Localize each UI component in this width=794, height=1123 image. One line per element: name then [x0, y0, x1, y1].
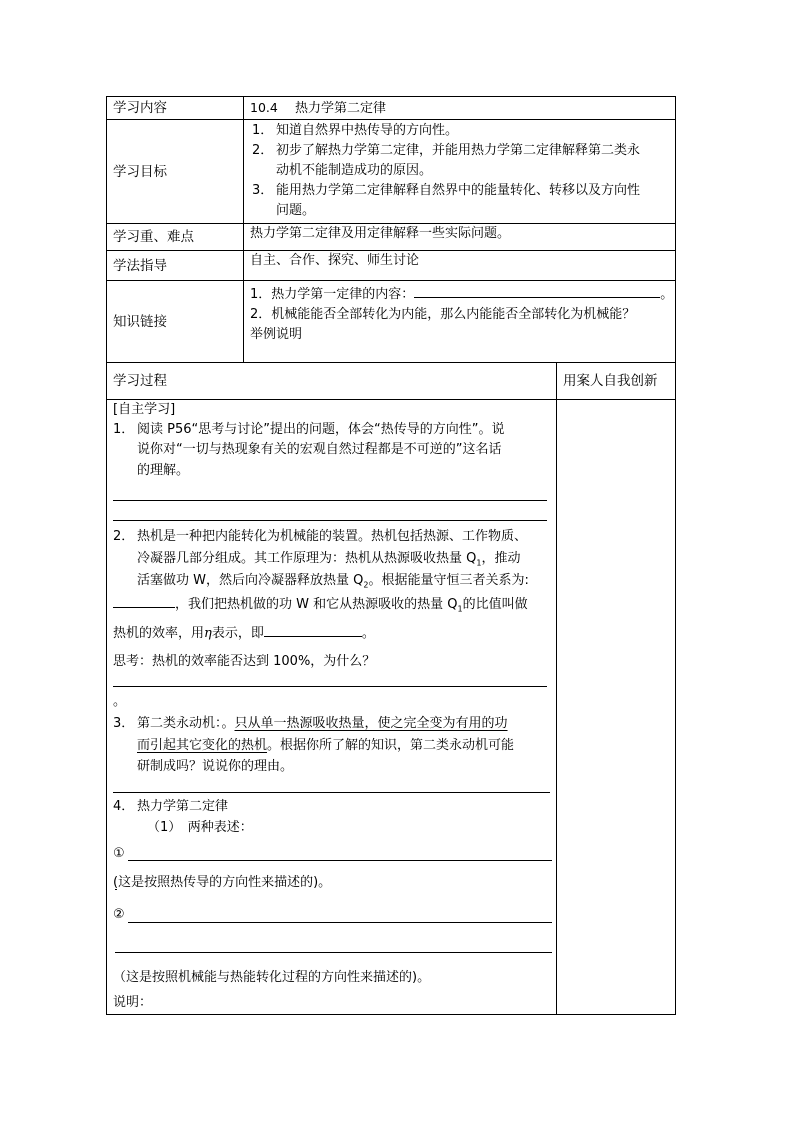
q2-line1: 2． 热机是一种把内能转化为机械能的装置。热机包括热源、工作物质、 — [113, 529, 528, 544]
knowledge-item-1: 1．热力学第一定律的内容： 。 — [250, 283, 675, 305]
circled-1: ① — [113, 846, 125, 861]
q1-line3: 的理解。 — [137, 463, 190, 478]
q3-line1: 3． 第二类永动机：。只从单一热源吸收热量，使之完全变为有用的功 — [113, 716, 508, 731]
innovation-cell[interactable] — [557, 400, 676, 1015]
label-knowledge: 知识链接 — [107, 281, 244, 363]
goal-item: 3． 能用热力学第二定律解释自然界中的能量转化、转移以及方向性 问题。 — [252, 183, 641, 218]
answer-line[interactable] — [113, 520, 547, 521]
q3-line2: 而引起其它变化的热机。根据你所了解的知识，第二类永动机可能 — [137, 738, 515, 753]
note-2: （这是按照机械能与热能转化过程的方向性来描述的)。 — [113, 970, 431, 985]
goal-item: 2． 初步了解热力学第二定律，并能用热力学第二定律解释第二类永 动机不能制造成功的原因。 — [252, 143, 641, 178]
q1-line1: 1． 阅读 P56“思考与讨论”提出的问题，体会“热传导的方向性”。说 — [113, 422, 505, 437]
circled-2: ② — [113, 907, 125, 922]
row-method — [107, 251, 676, 281]
q2-line3: 活塞做功 W，然后向冷凝器释放热量 $Q_2$。根据能量守恒三者关系为: — [137, 573, 529, 590]
underline-mark — [115, 889, 117, 890]
content-cell — [244, 97, 676, 120]
think-question: 思考：热机的效率能否达到 100%，为什么？ — [113, 654, 376, 669]
note-1: (这是按照热传导的方向性来描述的)。 — [113, 875, 332, 890]
self-study-tag: [自主学习] — [113, 402, 176, 417]
q4-title: 4． 热力学第二定律 — [113, 799, 229, 814]
row-knowledge — [107, 281, 676, 363]
goals-cell — [244, 120, 676, 224]
answer-line[interactable] — [128, 922, 552, 923]
goal-item: 1． 知道自然界中热传导的方向性。 — [252, 123, 459, 138]
q2-line5: 热机的效率，用η表示，即 。 — [113, 622, 375, 644]
label-goals: 学习目标 — [107, 120, 244, 224]
study-table — [106, 96, 676, 1015]
worksheet — [106, 96, 675, 1015]
eta-symbol: η — [204, 626, 212, 641]
knowledge-cell — [244, 281, 676, 363]
section-number: 10.4 — [250, 99, 278, 115]
knowledge-item-2: 2．机械能能否全部转化为内能，那么内能能否全部转化为机械能？ — [250, 307, 636, 322]
innovation-header: 用案人自我创新 — [557, 363, 676, 400]
row-goals — [107, 120, 676, 224]
label-method: 学法指导 — [107, 251, 244, 281]
answer-line[interactable] — [128, 860, 552, 861]
keypoints-text: 热力学第二定律及用定律解释一些实际问题。 — [244, 224, 676, 251]
answer-blank[interactable] — [264, 622, 362, 637]
process-header: 学习过程 — [107, 363, 557, 400]
think-end: 。 — [113, 694, 127, 709]
row-process-body — [107, 400, 676, 1015]
q3-line3: 研制成吗？说说你的理由。 — [137, 759, 294, 774]
row-content — [107, 97, 676, 120]
q2-line2: 冷凝器几部分组成。其工作原理为：热机从热源吸收热量 $Q_1$，推动 — [137, 551, 521, 568]
answer-line[interactable] — [113, 500, 547, 501]
q1-line2: 说你对“一切与热现象有关的宏观自然过程都是不可逆的”这名话 — [137, 442, 502, 457]
answer-line[interactable] — [113, 792, 550, 793]
process-cell — [107, 400, 557, 1015]
row-process-header — [107, 363, 676, 400]
method-text: 自主、合作、探究、师生讨论 — [244, 251, 676, 281]
q4-subtitle: （1） 两种表述： — [147, 820, 253, 835]
q2-line4: ，我们把热机做的功 W 和它从热源吸收的热量 $Q_1$的比值叫做 — [113, 593, 528, 620]
row-keypoints — [107, 224, 676, 251]
answer-blank[interactable] — [414, 283, 660, 298]
label-keypoints: 学习重、难点 — [107, 224, 244, 251]
label-content: 学习内容 — [107, 97, 244, 120]
knowledge-item-2-cont: 举例说明 — [250, 327, 303, 342]
answer-line[interactable] — [113, 686, 547, 687]
answer-blank[interactable] — [113, 593, 175, 608]
answer-line[interactable] — [115, 952, 552, 953]
explain-label: 说明： — [113, 995, 153, 1010]
section-title: 热力学第二定律 — [295, 100, 387, 116]
